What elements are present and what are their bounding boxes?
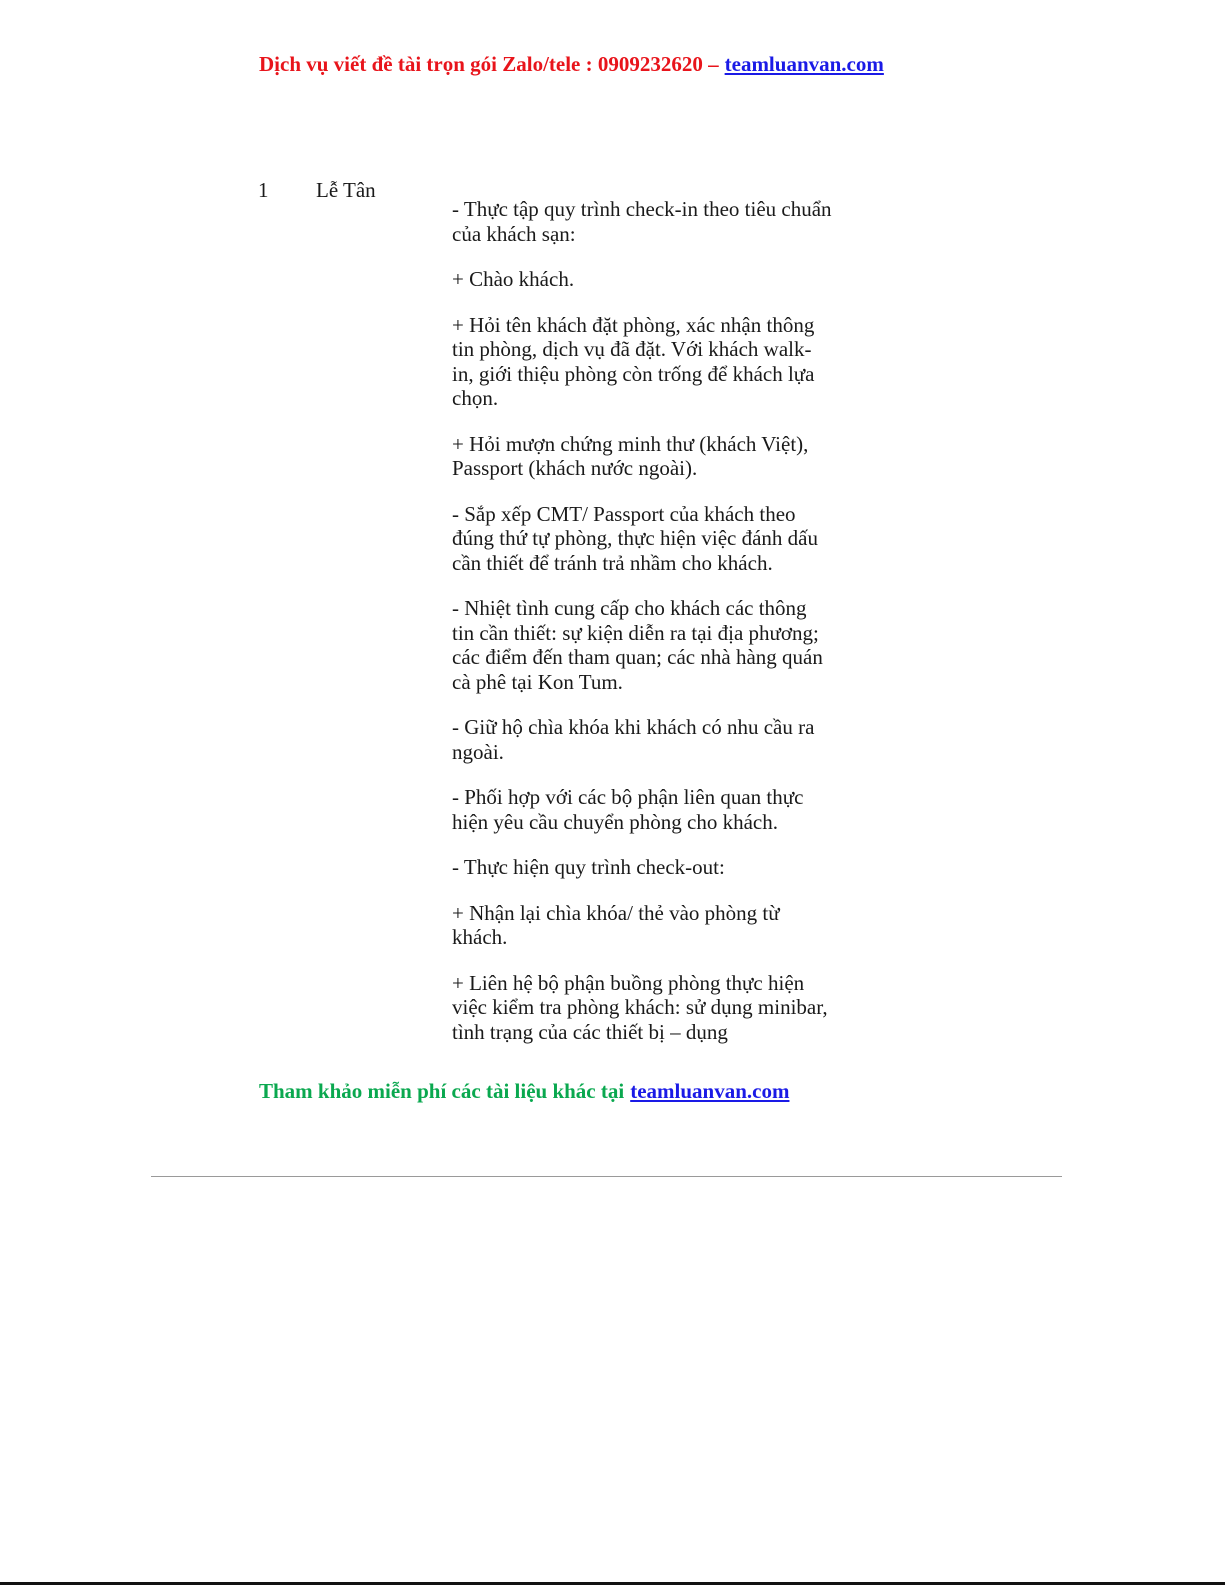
task-paragraph: + Hỏi tên khách đặt phòng, xác nhận thông tin phòng, dịch vụ đã đặt. Với khách walk-in, giới thiệu phòng còn trống để khách lựa chọn. xyxy=(452,312,815,410)
task-paragraph: + Nhận lại chìa khóa/ thẻ vào phòng từ khách. xyxy=(452,900,780,949)
department-name: Lễ Tân xyxy=(316,178,376,202)
task-paragraph: + Chào khách. xyxy=(452,267,575,291)
header-link[interactable]: teamluanvan.com xyxy=(724,52,884,76)
task-paragraph: + Liên hệ bộ phận buồng phòng thực hiện việc kiểm tra phòng khách: sử dụng minibar, tình trạng của các thiết bị – dụng xyxy=(452,970,828,1044)
task-paragraph: - Thực tập quy trình check-in theo tiêu chuẩn của khách sạn: xyxy=(452,197,832,246)
task-paragraph: - Phối hợp với các bộ phận liên quan thực hiện yêu cầu chuyển phòng cho khách. xyxy=(452,785,804,834)
task-paragraph: - Thực hiện quy trình check-out: xyxy=(452,855,725,879)
reference-footer xyxy=(259,1078,789,1104)
task-paragraph: - Sắp xếp CMT/ Passport của khách theo đúng thứ tự phòng, thực hiện việc đánh dấu cần thiết để tránh trả nhầm cho khách. xyxy=(452,501,818,575)
task-paragraph: - Giữ hộ chìa khóa khi khách có nhu cầu ra ngoài. xyxy=(452,715,815,764)
task-paragraph: + Hỏi mượn chứng minh thư (khách Việt), Passport (khách nước ngoài). xyxy=(452,431,809,480)
footer-link[interactable]: teamluanvan.com xyxy=(630,1079,790,1103)
promo-text: Dịch vụ viết đề tài trọn gói Zalo/tele : 0909232620 – xyxy=(259,52,719,76)
reference-text: Tham khảo miễn phí các tài liệu khác tại xyxy=(259,1079,625,1103)
task-description xyxy=(452,197,832,1065)
page-divider xyxy=(151,1176,1062,1177)
row-number: 1 xyxy=(258,178,269,202)
task-paragraph: - Nhiệt tình cung cấp cho khách các thông tin cần thiết: sự kiện diễn ra tại địa phương; các điểm đến tham quan; các nhà hàng quán cà phê tại Kon Tum. xyxy=(452,596,823,694)
promo-header xyxy=(259,51,884,77)
